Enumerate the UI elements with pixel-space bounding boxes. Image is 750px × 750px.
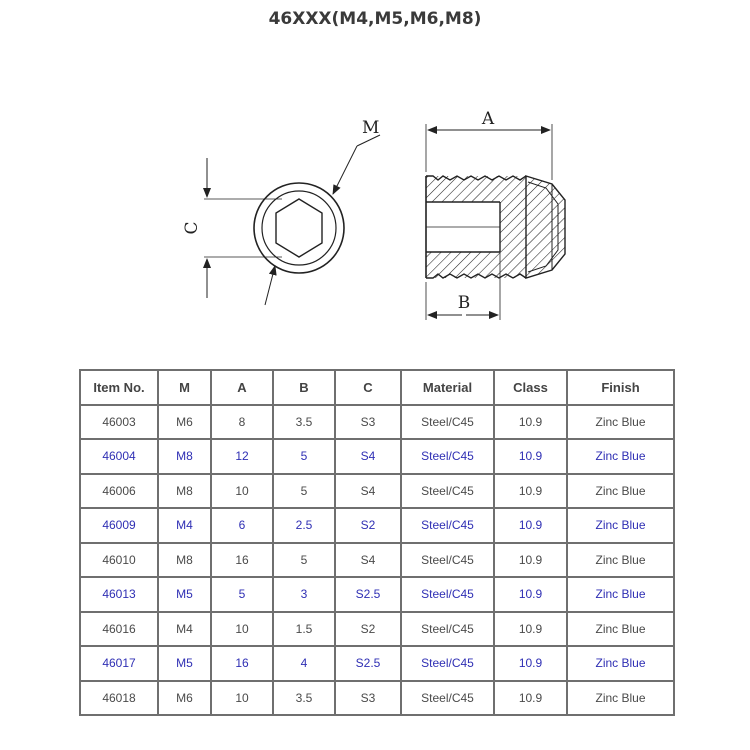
outer-circle [254,183,344,273]
cell-a: 16 [211,646,273,681]
cell-a: 10 [211,681,273,716]
cell-item-no: 46018 [80,681,158,716]
hex-socket [276,199,322,257]
cell-m: M4 [158,508,211,543]
table-row [80,543,674,578]
cell-m: M4 [158,612,211,647]
cell-m: M8 [158,439,211,474]
header-material: Material [401,370,494,405]
cell-material: Steel/C45 [401,577,494,612]
cell-class: 10.9 [494,508,567,543]
cell-c: S2.5 [335,577,401,612]
cell-c: S4 [335,439,401,474]
cell-class: 10.9 [494,681,567,716]
table-header-row [80,370,674,405]
cell-item-no: 46009 [80,508,158,543]
cell-material: Steel/C45 [401,681,494,716]
cell-c: S3 [335,681,401,716]
header-c: C [335,370,401,405]
cell-c: S2 [335,612,401,647]
cell-a: 8 [211,405,273,440]
cell-b: 1.5 [273,612,335,647]
label-m: M [362,118,380,138]
label-c: C [182,221,202,235]
cell-b: 4 [273,646,335,681]
cell-a: 10 [211,612,273,647]
cell-finish: Zinc Blue [567,508,674,543]
header-item-no: Item No. [80,370,158,405]
table-row [80,405,674,440]
table-row [80,612,674,647]
header-b: B [273,370,335,405]
cell-material: Steel/C45 [401,474,494,509]
cell-material: Steel/C45 [401,646,494,681]
table-row [80,439,674,474]
cell-finish: Zinc Blue [567,612,674,647]
cell-class: 10.9 [494,577,567,612]
cell-material: Steel/C45 [401,439,494,474]
dimension-c [182,158,282,298]
cell-c: S2 [335,508,401,543]
cell-b: 3.5 [273,681,335,716]
cell-class: 10.9 [494,474,567,509]
cell-material: Steel/C45 [401,612,494,647]
cell-material: Steel/C45 [401,543,494,578]
table-row [80,681,674,716]
cell-a: 5 [211,577,273,612]
cell-finish: Zinc Blue [567,543,674,578]
cell-b: 5 [273,474,335,509]
cell-material: Steel/C45 [401,508,494,543]
cell-class: 10.9 [494,543,567,578]
cell-finish: Zinc Blue [567,681,674,716]
cell-c: S4 [335,543,401,578]
cell-b: 3.5 [273,405,335,440]
cell-item-no: 46016 [80,612,158,647]
label-b: B [457,293,471,313]
cell-m: M5 [158,577,211,612]
header-a: A [211,370,273,405]
cell-finish: Zinc Blue [567,577,674,612]
cell-b: 5 [273,439,335,474]
cell-class: 10.9 [494,405,567,440]
spec-table [79,369,675,716]
cell-class: 10.9 [494,646,567,681]
header-m: M [158,370,211,405]
table-row [80,577,674,612]
technical-drawing [0,0,750,360]
dimension-a [426,109,552,180]
page-title: 46XXX(M4,M5,M6,M8) [268,9,482,29]
table-row [80,646,674,681]
cell-item-no: 46013 [80,577,158,612]
cell-item-no: 46003 [80,405,158,440]
cell-b: 2.5 [273,508,335,543]
cell-item-no: 46004 [80,439,158,474]
cell-b: 5 [273,543,335,578]
cell-c: S3 [335,405,401,440]
cell-c: S4 [335,474,401,509]
cell-item-no: 46010 [80,543,158,578]
header-class: Class [494,370,567,405]
cell-finish: Zinc Blue [567,439,674,474]
cell-m: M8 [158,543,211,578]
cell-a: 16 [211,543,273,578]
cell-a: 12 [211,439,273,474]
cell-a: 10 [211,474,273,509]
cell-m: M6 [158,405,211,440]
inner-circle [262,191,336,265]
table-row [80,508,674,543]
cell-item-no: 46017 [80,646,158,681]
cell-a: 6 [211,508,273,543]
cell-m: M6 [158,681,211,716]
dimension-m [265,118,380,305]
table-row [80,474,674,509]
end-view [254,183,344,273]
header-finish: Finish [567,370,674,405]
cell-c: S2.5 [335,646,401,681]
label-a: A [481,109,495,129]
cell-finish: Zinc Blue [567,646,674,681]
cell-finish: Zinc Blue [567,474,674,509]
cell-b: 3 [273,577,335,612]
cell-material: Steel/C45 [401,405,494,440]
cell-finish: Zinc Blue [567,405,674,440]
cell-class: 10.9 [494,439,567,474]
cell-m: M5 [158,646,211,681]
cell-item-no: 46006 [80,474,158,509]
cell-m: M8 [158,474,211,509]
cell-class: 10.9 [494,612,567,647]
side-view [426,176,565,278]
